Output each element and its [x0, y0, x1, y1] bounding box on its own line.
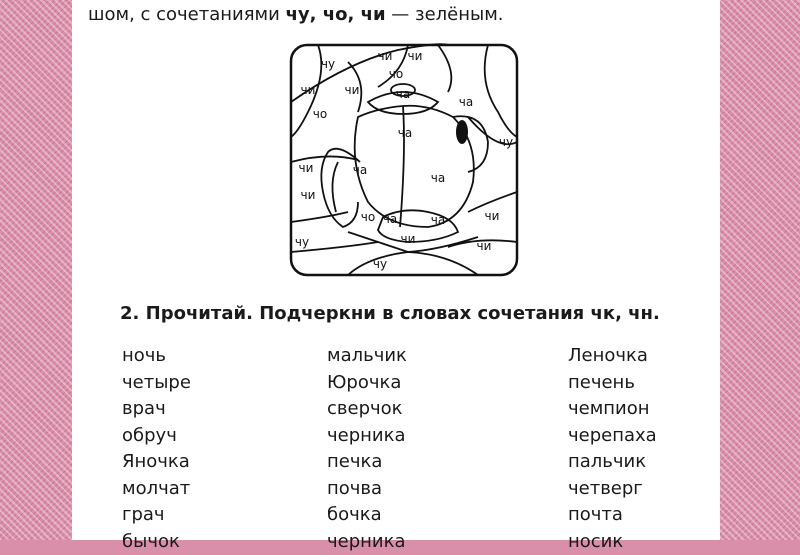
word: черника: [327, 423, 407, 450]
word: Юрочка: [327, 370, 407, 397]
puzzle-label: ча: [398, 126, 412, 140]
puzzle-label: чи: [485, 209, 500, 223]
word: врач: [122, 396, 191, 423]
puzzle-label: чо: [361, 210, 375, 224]
puzzle-label: чи: [401, 232, 416, 246]
instruction-prefix: шом, с сочетаниями: [88, 4, 286, 25]
puzzle-drawing: [288, 42, 520, 278]
word: почта: [568, 502, 657, 529]
word: четверг: [568, 476, 657, 503]
word-column-2: [327, 343, 407, 555]
word: грач: [122, 502, 191, 529]
puzzle-label: чу: [295, 235, 309, 249]
word: носик: [568, 529, 657, 555]
word: мальчик: [327, 343, 407, 370]
word-column-3: [568, 343, 657, 555]
word: черника: [327, 529, 407, 555]
word: чемпион: [568, 396, 657, 423]
puzzle-label: чо: [313, 107, 327, 121]
instruction-bold: чу, чо, чи: [286, 4, 386, 25]
puzzle-label: чу: [321, 57, 335, 71]
word: почва: [327, 476, 407, 503]
puzzle-label: чи: [345, 83, 360, 97]
puzzle-label: ча: [383, 212, 397, 226]
word: ночь: [122, 343, 191, 370]
task-2-title: 2. Прочитай. Подчеркни в словах сочетания чк, чн.: [120, 303, 660, 324]
word: черепаха: [568, 423, 657, 450]
word: печка: [327, 449, 407, 476]
puzzle-label: чу: [499, 135, 513, 149]
puzzle-label: чи: [301, 188, 316, 202]
puzzle-label: ча: [459, 95, 473, 109]
word-column-1: [122, 343, 191, 555]
word: бочка: [327, 502, 407, 529]
coloring-puzzle: [288, 42, 520, 278]
word: Яночка: [122, 449, 191, 476]
puzzle-label: чу: [373, 257, 387, 271]
puzzle-label: ча: [353, 163, 367, 177]
instruction-line: [88, 4, 708, 25]
puzzle-label: ча: [431, 213, 445, 227]
puzzle-label: чи: [299, 161, 314, 175]
word: сверчок: [327, 396, 407, 423]
word: молчат: [122, 476, 191, 503]
word: четыре: [122, 370, 191, 397]
puzzle-label: чи: [477, 239, 492, 253]
word: печень: [568, 370, 657, 397]
puzzle-label: чо: [389, 67, 403, 81]
word: пальчик: [568, 449, 657, 476]
word: бычок: [122, 529, 191, 555]
puzzle-label: чи: [301, 83, 316, 97]
puzzle-label: чи: [378, 49, 393, 63]
word: Леночка: [568, 343, 657, 370]
word: обруч: [122, 423, 191, 450]
puzzle-label: ча: [396, 87, 410, 101]
puzzle-label: чи: [408, 49, 423, 63]
worksheet-page: [72, 0, 720, 540]
puzzle-label: ча: [431, 171, 445, 185]
instruction-suffix: — зелёным.: [386, 4, 504, 25]
